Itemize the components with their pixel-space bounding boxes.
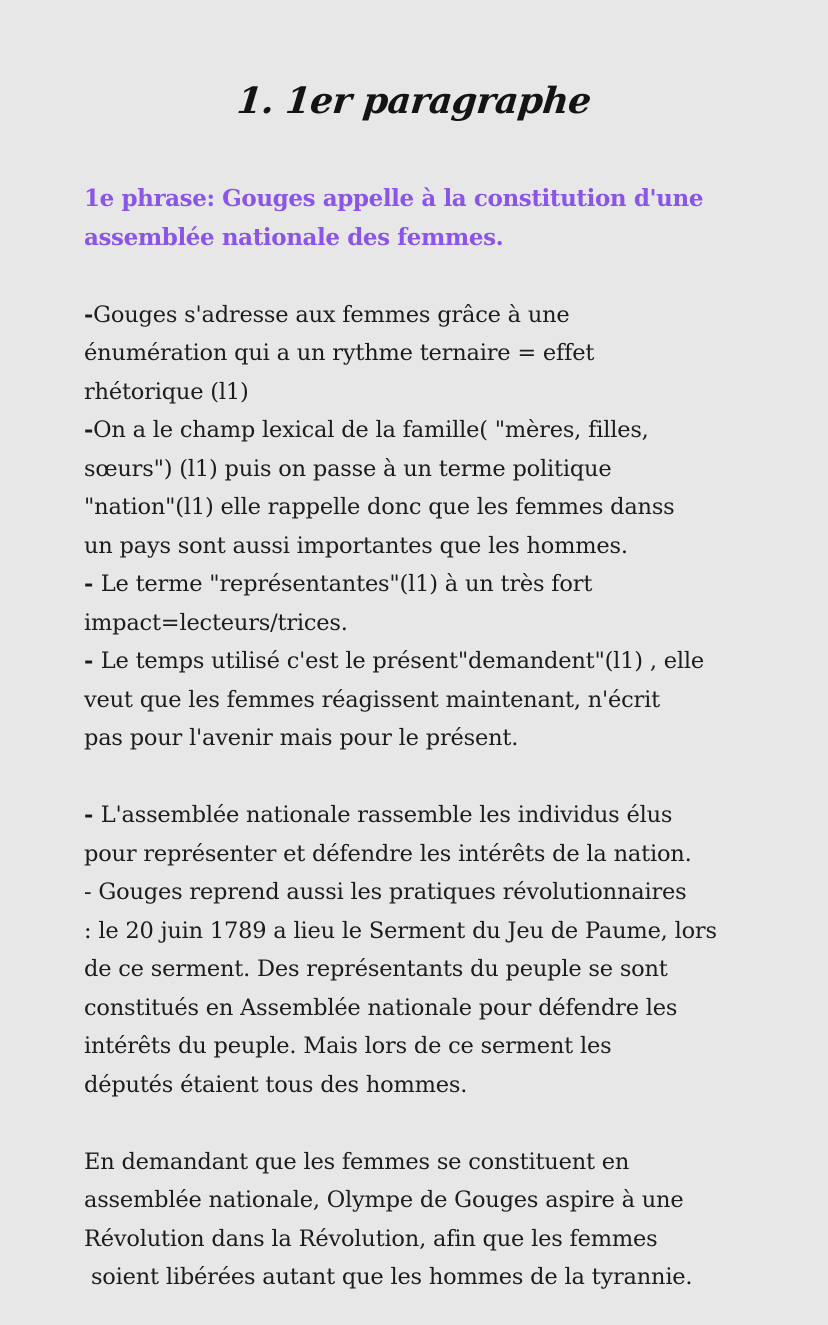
text-line: soient libérées autant que les hommes de la tyrannie.	[84, 1264, 693, 1290]
text-line: intérêts du peuple. Mais lors de ce serment les	[84, 1033, 612, 1059]
text-line: assemblée nationale, Olympe de Gouges aspire à une	[84, 1187, 684, 1213]
text-line: députés étaient tous des hommes.	[84, 1071, 468, 1098]
text-line: impact=lecteurs/trices.	[84, 609, 348, 636]
text-line: un pays sont aussi importantes que les hommes.	[84, 532, 628, 559]
analysis-block-2	[84, 796, 784, 1104]
text-line: : le 20 juin 1789 a lieu le Serment du Jeu de Paume, lors	[84, 917, 717, 944]
text-line: énumération qui a un rythme ternaire = effet	[84, 340, 595, 366]
text-line: "nation"(l1) elle rappelle donc que les femmes danss	[84, 494, 675, 520]
text-line: de ce serment. Des représentants du peuple se sont	[84, 956, 668, 982]
text-line: - Gouges reprend aussi les pratiques révolutionnaires	[84, 879, 687, 905]
conclusion-block	[84, 1143, 784, 1297]
analysis-block-1	[84, 296, 784, 758]
text-line: sœurs") (l1) puis on passe à un terme politique	[84, 455, 612, 482]
text-line: -On a le champ lexical de la famille( "mères, filles,	[84, 417, 649, 443]
text-line: rhétorique (l1)	[84, 378, 249, 405]
text-line: veut que les femmes réagissent maintenant, n'écrit	[84, 686, 660, 713]
paragraph-gap	[84, 1104, 784, 1143]
page-title: 1. 1er paragraphe	[234, 80, 593, 122]
subtitle-line: assemblée nationale des femmes.	[84, 223, 504, 251]
text-line: pour représenter et défendre les intérêts de la nation.	[84, 840, 692, 867]
document-body	[84, 180, 784, 1297]
text-line: Révolution dans la Révolution, afin que les femmes	[84, 1225, 658, 1252]
subtitle-line: 1e phrase: Gouges appelle à la constitution d'une	[84, 185, 704, 212]
paragraph-gap	[84, 758, 784, 797]
text-line: constitués en Assemblée nationale pour défendre les	[84, 994, 678, 1021]
subtitle	[84, 180, 784, 257]
paragraph-gap	[84, 257, 784, 296]
text-line: - L'assemblée nationale rassemble les individus élus	[84, 802, 673, 828]
text-line: pas pour l'avenir mais pour le présent.	[84, 725, 519, 751]
text-line: - Le temps utilisé c'est le présent"demandent"(l1) , elle	[84, 648, 704, 674]
text-line: -Gouges s'adresse aux femmes grâce à une	[84, 301, 570, 328]
text-line: - Le terme "représentantes"(l1) à un très fort	[84, 571, 593, 597]
text-line: En demandant que les femmes se constituent en	[84, 1148, 630, 1175]
